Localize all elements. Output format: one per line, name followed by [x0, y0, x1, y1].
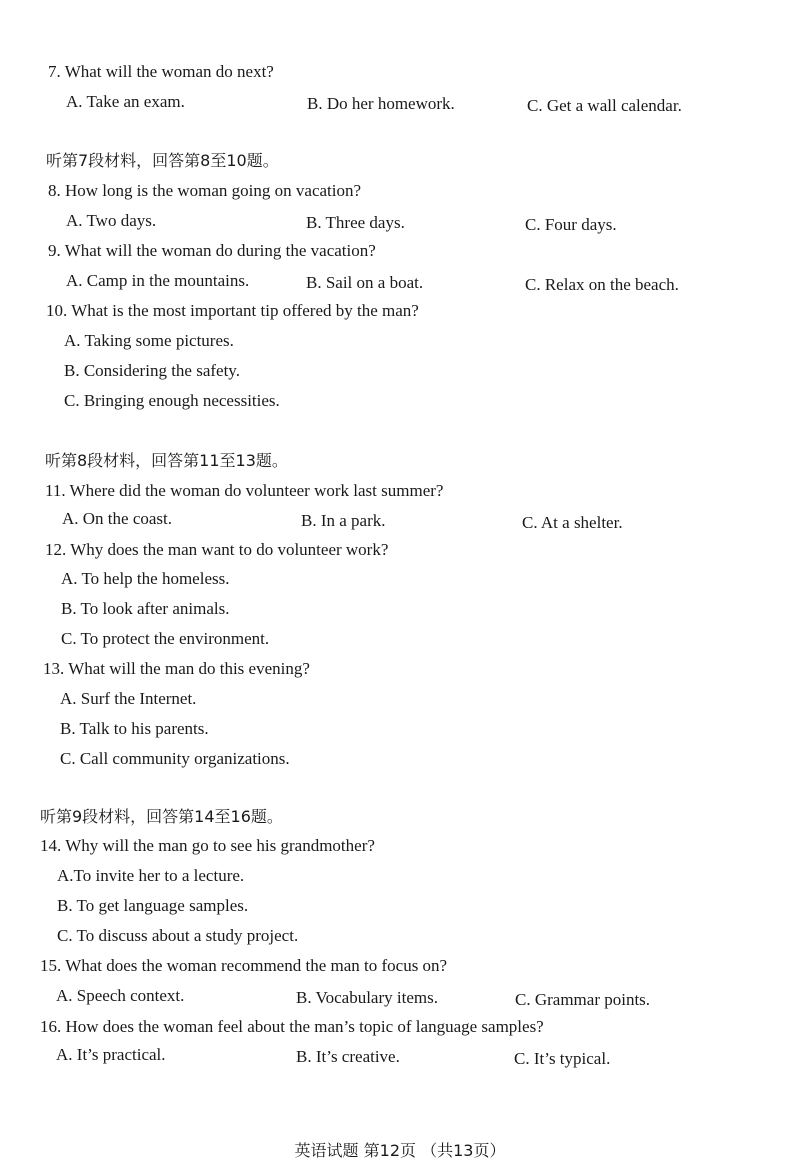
option-9b: B. Sail on a boat.: [306, 273, 424, 292]
section-header-8: 听第8段材料，回答第11至13题。: [45, 451, 288, 470]
page-footer: 英语试题 第12页 （共13页）: [294, 1141, 506, 1160]
option-9a: A. Camp in the mountains.: [66, 271, 250, 290]
question-stem-10: 10. What is the most important tip offered by the man?: [46, 301, 419, 320]
option-10b: B. Considering the safety.: [64, 361, 240, 380]
question-stem-16: 16. How does the woman feel about the man’s topic of language samples?: [40, 1017, 544, 1036]
option-14b: B. To get language samples.: [57, 896, 249, 915]
option-16b: B. It’s creative.: [296, 1047, 400, 1066]
option-15a: A. Speech context.: [56, 986, 185, 1005]
option-11c: C. At a shelter.: [522, 513, 623, 532]
option-12a: A. To help the homeless.: [61, 569, 230, 588]
question-stem-15: 15. What does the woman recommend the man to focus on?: [40, 956, 448, 975]
option-15c: C. Grammar points.: [515, 990, 651, 1009]
option-15b: B. Vocabulary items.: [296, 988, 438, 1007]
question-stem-13: 13. What will the man do this evening?: [43, 659, 310, 678]
option-13c: C. Call community organizations.: [60, 749, 290, 768]
option-7b: B. Do her homework.: [307, 94, 455, 113]
question-stem-8: 8. How long is the woman going on vacation?: [48, 181, 362, 200]
question-stem-7: 7. What will the woman do next?: [48, 62, 274, 81]
question-stem-11: 11. Where did the woman do volunteer work last summer?: [45, 481, 444, 500]
option-13a: A. Surf the Internet.: [60, 689, 197, 708]
question-stem-14: 14. Why will the man go to see his grandmother?: [40, 836, 375, 855]
option-8b: B. Three days.: [306, 213, 405, 232]
question-stem-12: 12. Why does the man want to do volunteer work?: [45, 540, 389, 559]
question-stem-9: 9. What will the woman do during the vacation?: [48, 241, 376, 260]
option-11b: B. In a park.: [301, 511, 386, 530]
option-8a: A. Two days.: [66, 211, 157, 230]
option-9c: C. Relax on the beach.: [525, 275, 679, 294]
option-7c: C. Get a wall calendar.: [527, 96, 682, 115]
option-12b: B. To look after animals.: [61, 599, 230, 618]
option-14c: C. To discuss about a study project.: [57, 926, 299, 945]
section-header-7: 听第7段材料，回答第8至10题。: [46, 151, 279, 170]
option-8c: C. Four days.: [525, 215, 617, 234]
option-10a: A. Taking some pictures.: [64, 331, 234, 350]
option-13b: B. Talk to his parents.: [60, 719, 209, 738]
section-header-9: 听第9段材料，回答第14至16题。: [40, 807, 283, 826]
option-12c: C. To protect the environment.: [61, 629, 270, 648]
option-7a: A. Take an exam.: [66, 92, 185, 111]
option-16a: A. It’s practical.: [56, 1045, 166, 1064]
option-16c: C. It’s typical.: [514, 1049, 611, 1068]
option-10c: C. Bringing enough necessities.: [64, 391, 280, 410]
option-14a: A.To invite her to a lecture.: [57, 866, 245, 885]
option-11a: A. On the coast.: [62, 509, 173, 528]
